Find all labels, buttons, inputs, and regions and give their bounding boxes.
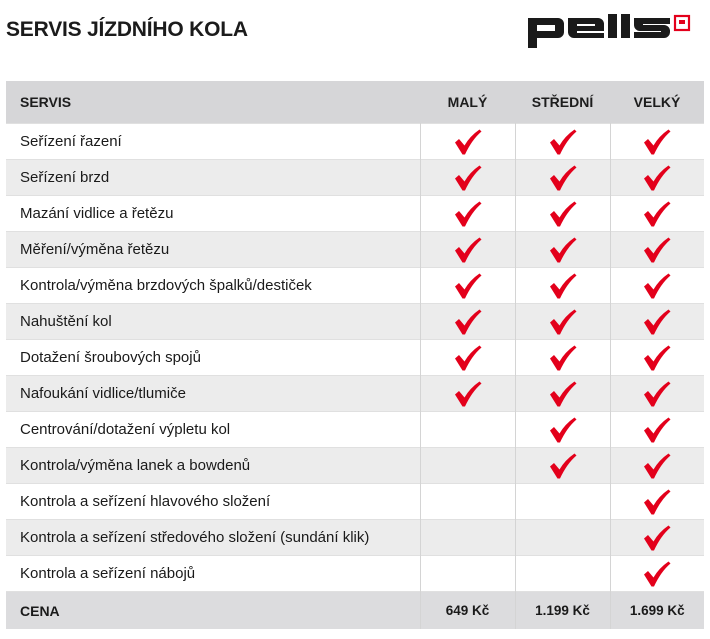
service-label: Dotažení šroubových spojů (6, 340, 420, 376)
cell-stredni (515, 124, 610, 160)
check-icon (453, 271, 483, 301)
check-icon (642, 451, 672, 481)
cell-stredni (515, 484, 610, 520)
service-label: Nahuštění kol (6, 304, 420, 340)
service-label: Kontrola a seřízení hlavového složení (6, 484, 420, 520)
service-label: Centrování/dotažení výpletu kol (6, 412, 420, 448)
service-label: Mazání vidlice a řetězu (6, 196, 420, 232)
cell-maly (420, 340, 515, 376)
check-icon (548, 307, 578, 337)
service-label: Kontrola/výměna lanek a bowdenů (6, 448, 420, 484)
check-icon (548, 271, 578, 301)
cell-stredni (515, 412, 610, 448)
header-maly: MALÝ (420, 81, 515, 124)
check-icon (642, 487, 672, 517)
cell-maly (420, 268, 515, 304)
cell-stredni (515, 520, 610, 556)
cell-maly (420, 556, 515, 592)
service-label: Seřízení řazení (6, 124, 420, 160)
check-icon (642, 415, 672, 445)
cell-maly (420, 520, 515, 556)
service-label: Kontrola a seřízení středového složení (sundání klik) (6, 520, 420, 556)
price-label: CENA (6, 592, 420, 630)
price-stredni: 1.199 Kč (515, 592, 610, 630)
cell-maly (420, 376, 515, 412)
check-icon (642, 307, 672, 337)
table-row (6, 556, 704, 592)
cell-velky (610, 304, 704, 340)
check-icon (642, 343, 672, 373)
check-icon (548, 127, 578, 157)
cell-stredni (515, 268, 610, 304)
check-icon (642, 271, 672, 301)
table-header-row (6, 81, 704, 124)
table-row (6, 484, 704, 520)
check-icon (642, 235, 672, 265)
check-icon (548, 451, 578, 481)
table-row (6, 412, 704, 448)
check-icon (548, 379, 578, 409)
check-icon (642, 163, 672, 193)
check-icon (453, 235, 483, 265)
check-icon (642, 559, 672, 589)
check-icon (453, 163, 483, 193)
check-icon (548, 415, 578, 445)
cell-velky (610, 232, 704, 268)
check-icon (453, 343, 483, 373)
cell-velky (610, 340, 704, 376)
table-row (6, 232, 704, 268)
cell-maly (420, 304, 515, 340)
table-row (6, 448, 704, 484)
check-icon (548, 163, 578, 193)
price-row (6, 592, 704, 630)
page-title: SERVIS JÍZDNÍHO KOLA (6, 18, 248, 41)
table-row (6, 268, 704, 304)
service-table (6, 81, 704, 629)
cell-velky (610, 556, 704, 592)
header-stredni: STŘEDNÍ (515, 81, 610, 124)
cell-maly (420, 232, 515, 268)
table-row (6, 340, 704, 376)
table-row (6, 160, 704, 196)
cell-maly (420, 484, 515, 520)
service-label: Nafoukání vidlice/tlumiče (6, 376, 420, 412)
cell-maly (420, 448, 515, 484)
cell-maly (420, 196, 515, 232)
cell-velky (610, 448, 704, 484)
cell-stredni (515, 376, 610, 412)
check-icon (453, 379, 483, 409)
cell-stredni (515, 196, 610, 232)
cell-stredni (515, 304, 610, 340)
check-icon (548, 199, 578, 229)
service-label: Kontrola/výměna brzdových špalků/destiček (6, 268, 420, 304)
check-icon (642, 523, 672, 553)
cell-velky (610, 160, 704, 196)
table-row (6, 520, 704, 556)
check-icon (642, 379, 672, 409)
table-row (6, 304, 704, 340)
cell-velky (610, 520, 704, 556)
price-velky: 1.699 Kč (610, 592, 704, 630)
cell-velky (610, 196, 704, 232)
check-icon (548, 235, 578, 265)
check-icon (453, 127, 483, 157)
cell-velky (610, 124, 704, 160)
check-icon (642, 127, 672, 157)
cell-stredni (515, 232, 610, 268)
cell-maly (420, 160, 515, 196)
cell-stredni (515, 448, 610, 484)
cell-velky (610, 268, 704, 304)
cell-velky (610, 376, 704, 412)
check-icon (548, 343, 578, 373)
check-icon (453, 307, 483, 337)
table-row (6, 124, 704, 160)
check-icon (453, 199, 483, 229)
table-row (6, 196, 704, 232)
cell-velky (610, 484, 704, 520)
header-velky: VELKÝ (610, 81, 704, 124)
header-servis: SERVIS (6, 81, 420, 124)
cell-velky (610, 412, 704, 448)
check-icon (642, 199, 672, 229)
cell-maly (420, 124, 515, 160)
table-row (6, 376, 704, 412)
service-label: Měření/výměna řetězu (6, 232, 420, 268)
service-label: Kontrola a seřízení nábojů (6, 556, 420, 592)
service-label: Seřízení brzd (6, 160, 420, 196)
cell-maly (420, 412, 515, 448)
price-maly: 649 Kč (420, 592, 515, 630)
cell-stredni (515, 340, 610, 376)
pells-logo (528, 14, 704, 48)
cell-stredni (515, 160, 610, 196)
cell-stredni (515, 556, 610, 592)
